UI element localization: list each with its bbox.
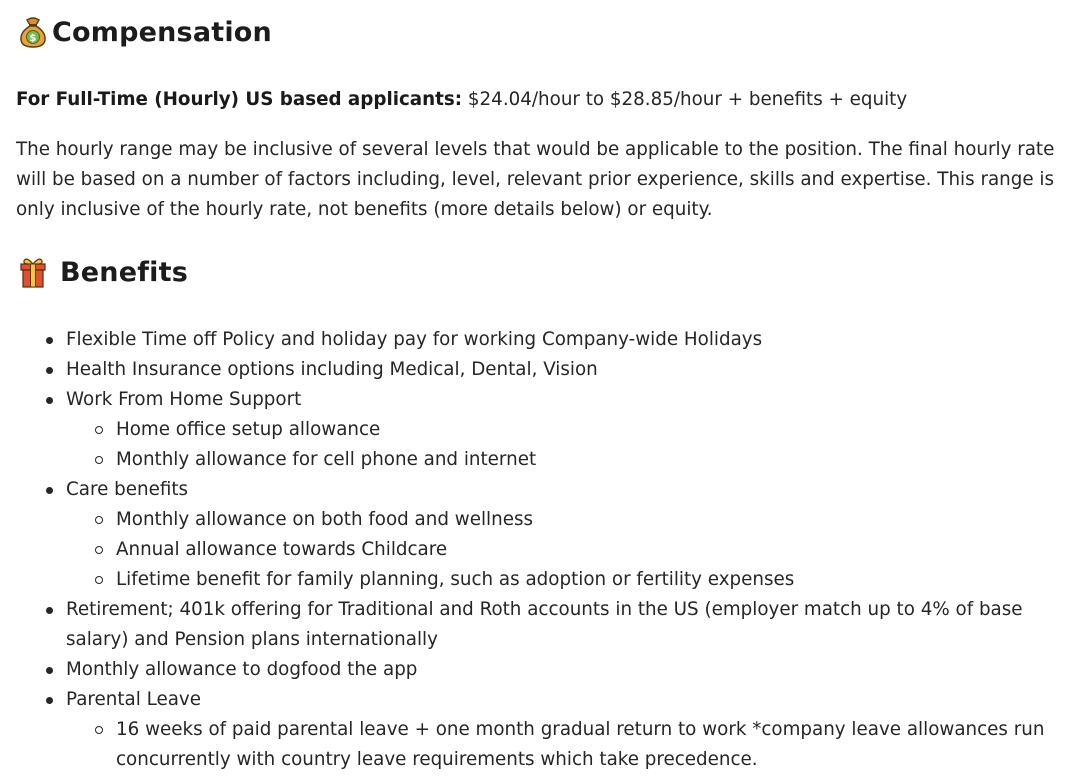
salary-value: $24.04/hour to $28.85/hour + benefits + equity bbox=[467, 89, 908, 110]
list-item bbox=[0, 325, 1060, 355]
svg-text:$: $ bbox=[29, 33, 37, 44]
list-item bbox=[0, 385, 1060, 475]
sub-list-item: Monthly allowance for cell phone and internet bbox=[66, 445, 1060, 475]
list-item-text: Health Insurance options including Medical, Dental, Vision bbox=[66, 359, 598, 380]
sub-list bbox=[66, 715, 1060, 775]
compensation-heading bbox=[18, 16, 272, 48]
sub-list bbox=[66, 505, 1060, 595]
sub-list-item: Annual allowance towards Childcare bbox=[66, 535, 1060, 565]
list-item bbox=[0, 655, 1060, 685]
list-item bbox=[0, 475, 1060, 595]
salary-line bbox=[16, 85, 1060, 115]
sub-list bbox=[66, 415, 1060, 475]
benefits-title: Benefits bbox=[60, 256, 189, 288]
sub-list-item: Lifetime benefit for family planning, such as adoption or fertility expenses bbox=[66, 565, 1060, 595]
sub-list-item: 16 weeks of paid parental leave + one month gradual return to work *company leave allowances run concurrently with country leave requirements which take precedence. bbox=[66, 715, 1060, 775]
money-bag-icon bbox=[18, 16, 48, 48]
list-item-text: Care benefits bbox=[66, 479, 189, 500]
list-item-text: Monthly allowance to dogfood the app bbox=[66, 659, 418, 680]
benefits-heading bbox=[18, 256, 188, 288]
sub-list-item: Home office setup allowance bbox=[66, 415, 1060, 445]
list-item bbox=[0, 685, 1060, 775]
sub-list-item: Monthly allowance on both food and wellness bbox=[66, 505, 1060, 535]
list-item bbox=[0, 595, 1060, 655]
list-item-text: Parental Leave bbox=[66, 689, 201, 710]
list-item bbox=[0, 355, 1060, 385]
compensation-title: Compensation bbox=[52, 16, 272, 48]
salary-label: For Full-Time (Hourly) US based applicants: bbox=[16, 89, 463, 110]
compensation-description: The hourly range may be inclusive of several levels that would be applicable to the position. The final hourly rate will be based on a number of factors including, level, relevant prior experience, skills and expertise. This range is only inclusive of the hourly rate, not benefits (more details below) or equity. bbox=[16, 139, 1055, 220]
list-item-text: Work From Home Support bbox=[66, 389, 302, 410]
benefits-list bbox=[0, 325, 1060, 775]
list-item-text: Retirement; 401k offering for Traditional and Roth accounts in the US (employer match up to 4% of base salary) and Pension plans internationally bbox=[66, 599, 1023, 650]
gift-icon bbox=[18, 256, 48, 288]
list-item-text: Flexible Time off Policy and holiday pay for working Company-wide Holidays bbox=[66, 329, 763, 350]
